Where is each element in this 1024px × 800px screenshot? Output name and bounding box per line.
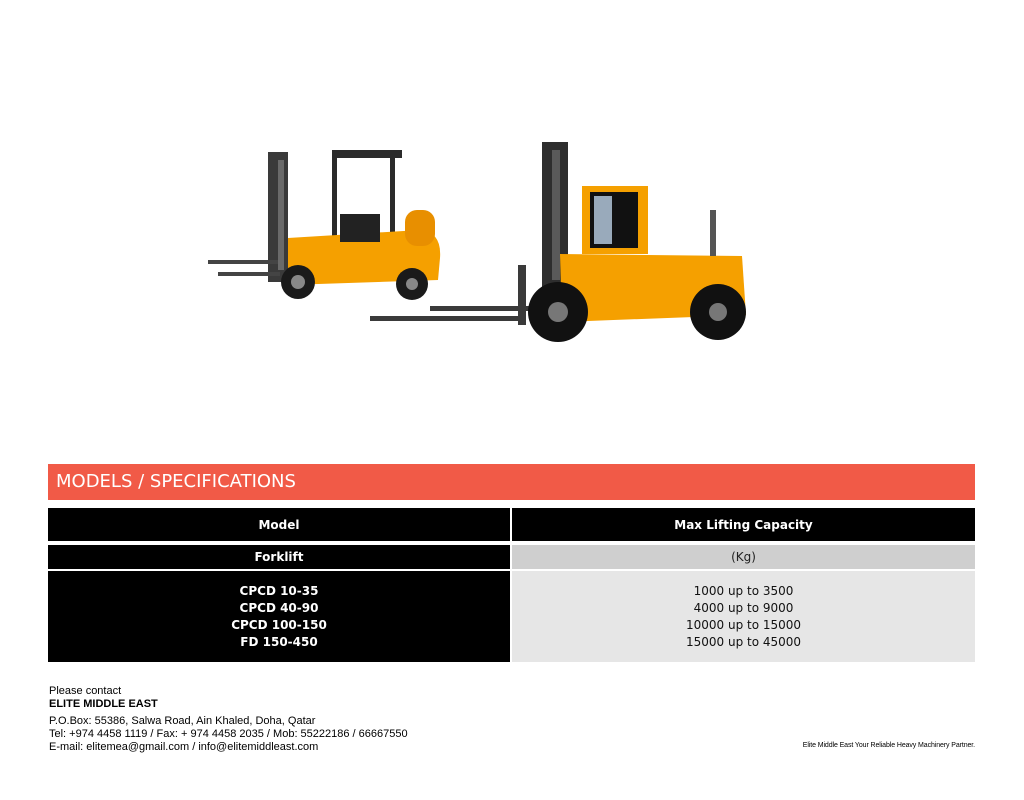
subheader-forklift: Forklift <box>48 545 510 569</box>
contact-email[interactable]: E-mail: elitemea@gmail.com / info@elitemiddleast.com <box>49 741 319 753</box>
capacity-value: 15000 up to 45000 <box>685 634 802 649</box>
contact-address: P.O.Box: 55386, Salwa Road, Ain Khaled, Doha, Qatar <box>49 715 316 727</box>
forklift-product-image <box>190 130 790 360</box>
capacity-list-cell <box>512 571 975 662</box>
model-list-cell <box>48 571 510 662</box>
contact-block <box>49 685 408 754</box>
contact-intro: Please contact <box>49 685 122 697</box>
contact-phones: Tel: +974 4458 1119 / Fax: + 974 4458 2035 / Mob: 55222186 / 66667550 <box>49 728 408 740</box>
company-tagline: Elite Middle East Your Reliable Heavy Machinery Partner. <box>802 742 975 749</box>
header-model: Model <box>48 508 510 541</box>
model-name: CPCD 100-150 <box>231 617 327 632</box>
section-title-banner: MODELS / SPECIFICATIONS <box>48 464 975 500</box>
model-name: FD 150-450 <box>240 634 318 649</box>
model-name: CPCD 40-90 <box>239 600 319 615</box>
capacity-value: 10000 up to 15000 <box>685 617 802 632</box>
company-name: ELITE MIDDLE EAST <box>49 698 158 710</box>
subheader-unit: (Kg) <box>512 545 975 569</box>
capacity-value: 4000 up to 9000 <box>693 600 794 615</box>
model-name: CPCD 10-35 <box>239 583 319 598</box>
header-max-lifting-capacity: Max Lifting Capacity <box>512 508 975 541</box>
small-forklift-illustration <box>208 150 440 300</box>
capacity-value: 1000 up to 3500 <box>693 583 794 598</box>
